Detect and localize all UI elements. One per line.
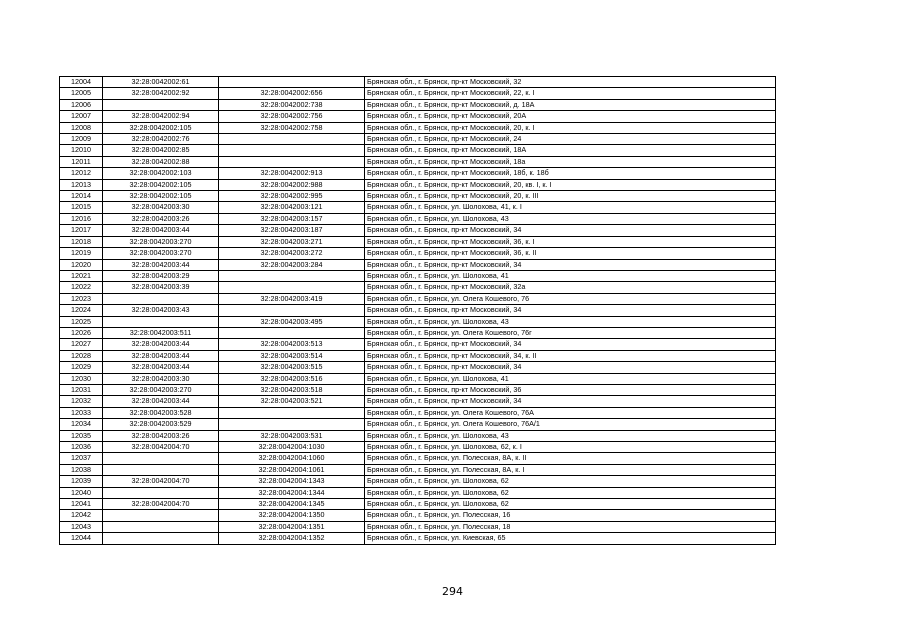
table-row bbox=[60, 111, 776, 122]
building-cadastral-number-cell: 32:28:0042003:495 bbox=[219, 316, 365, 327]
address-cell: Брянская обл., г. Брянск, пр-кт Московский, 32а bbox=[365, 282, 776, 293]
parcel-cadastral-number-cell: 32:28:0042003:44 bbox=[103, 225, 219, 236]
building-cadastral-number-cell: 32:28:0042003:284 bbox=[219, 259, 365, 270]
row-number-cell: 12013 bbox=[60, 179, 103, 190]
parcel-cadastral-number-cell: 32:28:0042004:70 bbox=[103, 476, 219, 487]
table-row bbox=[60, 339, 776, 350]
address-cell: Брянская обл., г. Брянск, пр-кт Московский, 32 bbox=[365, 77, 776, 88]
parcel-cadastral-number-cell bbox=[103, 487, 219, 498]
address-cell: Брянская обл., г. Брянск, ул. Шолохова, 41, к. I bbox=[365, 202, 776, 213]
parcel-cadastral-number-cell: 32:28:0042002:88 bbox=[103, 156, 219, 167]
row-number-cell: 12041 bbox=[60, 499, 103, 510]
address-cell: Брянская обл., г. Брянск, пр-кт Московский, д. 18А bbox=[365, 99, 776, 110]
row-number-cell: 12031 bbox=[60, 384, 103, 395]
table-row bbox=[60, 99, 776, 110]
row-number-cell: 12036 bbox=[60, 442, 103, 453]
building-cadastral-number-cell: 32:28:0042004:1061 bbox=[219, 464, 365, 475]
address-cell: Брянская обл., г. Брянск, пр-кт Московский, 22, к. I bbox=[365, 88, 776, 99]
address-cell: Брянская обл., г. Брянск, пр-кт Московский, 18б, к. 18б bbox=[365, 168, 776, 179]
parcel-cadastral-number-cell: 32:28:0042002:105 bbox=[103, 179, 219, 190]
address-cell: Брянская обл., г. Брянск, ул. Шолохова, 62 bbox=[365, 487, 776, 498]
building-cadastral-number-cell: 32:28:0042002:756 bbox=[219, 111, 365, 122]
table-row bbox=[60, 350, 776, 361]
table-row bbox=[60, 453, 776, 464]
address-cell: Брянская обл., г. Брянск, ул. Шолохова, 41 bbox=[365, 270, 776, 281]
row-number-cell: 12014 bbox=[60, 191, 103, 202]
parcel-cadastral-number-cell: 32:28:0042003:26 bbox=[103, 213, 219, 224]
building-cadastral-number-cell: 32:28:0042004:1344 bbox=[219, 487, 365, 498]
parcel-cadastral-number-cell bbox=[103, 453, 219, 464]
table-row bbox=[60, 305, 776, 316]
parcel-cadastral-number-cell: 32:28:0042002:94 bbox=[103, 111, 219, 122]
building-cadastral-number-cell: 32:28:0042003:272 bbox=[219, 248, 365, 259]
table-row bbox=[60, 373, 776, 384]
parcel-cadastral-number-cell bbox=[103, 533, 219, 544]
table-row bbox=[60, 396, 776, 407]
row-number-cell: 12007 bbox=[60, 111, 103, 122]
address-cell: Брянская обл., г. Брянск, пр-кт Московский, 34, к. II bbox=[365, 350, 776, 361]
parcel-cadastral-number-cell: 32:28:0042002:105 bbox=[103, 122, 219, 133]
building-cadastral-number-cell: 32:28:0042003:419 bbox=[219, 293, 365, 304]
table-row bbox=[60, 384, 776, 395]
table-row bbox=[60, 430, 776, 441]
row-number-cell: 12024 bbox=[60, 305, 103, 316]
row-number-cell: 12018 bbox=[60, 236, 103, 247]
parcel-cadastral-number-cell: 32:28:0042002:76 bbox=[103, 134, 219, 145]
row-number-cell: 12020 bbox=[60, 259, 103, 270]
row-number-cell: 12039 bbox=[60, 476, 103, 487]
table-row bbox=[60, 327, 776, 338]
parcel-cadastral-number-cell bbox=[103, 464, 219, 475]
building-cadastral-number-cell: 32:28:0042004:1343 bbox=[219, 476, 365, 487]
table-row bbox=[60, 225, 776, 236]
table-row bbox=[60, 362, 776, 373]
parcel-cadastral-number-cell: 32:28:0042003:270 bbox=[103, 384, 219, 395]
table-row bbox=[60, 316, 776, 327]
table-row bbox=[60, 213, 776, 224]
table-row bbox=[60, 487, 776, 498]
parcel-cadastral-number-cell: 32:28:0042002:61 bbox=[103, 77, 219, 88]
building-cadastral-number-cell: 32:28:0042003:518 bbox=[219, 384, 365, 395]
table-row bbox=[60, 419, 776, 430]
building-cadastral-number-cell bbox=[219, 156, 365, 167]
building-cadastral-number-cell: 32:28:0042003:157 bbox=[219, 213, 365, 224]
address-cell: Брянская обл., г. Брянск, пр-кт Московский, 34 bbox=[365, 225, 776, 236]
table-row bbox=[60, 88, 776, 99]
row-number-cell: 12009 bbox=[60, 134, 103, 145]
row-number-cell: 12012 bbox=[60, 168, 103, 179]
building-cadastral-number-cell: 32:28:0042002:913 bbox=[219, 168, 365, 179]
address-cell: Брянская обл., г. Брянск, ул. Олега Кошевого, 76г bbox=[365, 327, 776, 338]
table-row bbox=[60, 77, 776, 88]
row-number-cell: 12027 bbox=[60, 339, 103, 350]
row-number-cell: 12016 bbox=[60, 213, 103, 224]
row-number-cell: 12010 bbox=[60, 145, 103, 156]
building-cadastral-number-cell: 32:28:0042004:1351 bbox=[219, 521, 365, 532]
address-cell: Брянская обл., г. Брянск, пр-кт Московский, 34 bbox=[365, 305, 776, 316]
row-number-cell: 12037 bbox=[60, 453, 103, 464]
row-number-cell: 12028 bbox=[60, 350, 103, 361]
table-row bbox=[60, 248, 776, 259]
parcel-cadastral-number-cell: 32:28:0042003:44 bbox=[103, 396, 219, 407]
building-cadastral-number-cell bbox=[219, 270, 365, 281]
parcel-cadastral-number-cell: 32:28:0042003:26 bbox=[103, 430, 219, 441]
parcel-cadastral-number-cell: 32:28:0042003:43 bbox=[103, 305, 219, 316]
building-cadastral-number-cell: 32:28:0042004:1350 bbox=[219, 510, 365, 521]
address-cell: Брянская обл., г. Брянск, ул. Киевская, 65 bbox=[365, 533, 776, 544]
building-cadastral-number-cell: 32:28:0042002:995 bbox=[219, 191, 365, 202]
building-cadastral-number-cell: 32:28:0042003:531 bbox=[219, 430, 365, 441]
address-cell: Брянская обл., г. Брянск, пр-кт Московский, 34 bbox=[365, 362, 776, 373]
address-cell: Брянская обл., г. Брянск, ул. Полесская, 8А, к. I bbox=[365, 464, 776, 475]
building-cadastral-number-cell: 32:28:0042003:187 bbox=[219, 225, 365, 236]
row-number-cell: 12042 bbox=[60, 510, 103, 521]
address-cell: Брянская обл., г. Брянск, ул. Олега Кошевого, 76А bbox=[365, 407, 776, 418]
building-cadastral-number-cell: 32:28:0042003:515 bbox=[219, 362, 365, 373]
parcel-cadastral-number-cell: 32:28:0042003:529 bbox=[103, 419, 219, 430]
address-cell: Брянская обл., г. Брянск, ул. Олега Кошевого, 76А/1 bbox=[365, 419, 776, 430]
parcel-cadastral-number-cell: 32:28:0042003:44 bbox=[103, 259, 219, 270]
row-number-cell: 12029 bbox=[60, 362, 103, 373]
address-cell: Брянская обл., г. Брянск, ул. Шолохова, 62, к. I bbox=[365, 442, 776, 453]
address-cell: Брянская обл., г. Брянск, пр-кт Московский, 36, к. II bbox=[365, 248, 776, 259]
building-cadastral-number-cell: 32:28:0042002:738 bbox=[219, 99, 365, 110]
building-cadastral-number-cell bbox=[219, 327, 365, 338]
table-row bbox=[60, 510, 776, 521]
table-row bbox=[60, 134, 776, 145]
row-number-cell: 12008 bbox=[60, 122, 103, 133]
row-number-cell: 12040 bbox=[60, 487, 103, 498]
table-row bbox=[60, 270, 776, 281]
row-number-cell: 12004 bbox=[60, 77, 103, 88]
row-number-cell: 12005 bbox=[60, 88, 103, 99]
row-number-cell: 12034 bbox=[60, 419, 103, 430]
table-row bbox=[60, 464, 776, 475]
building-cadastral-number-cell bbox=[219, 282, 365, 293]
address-cell: Брянская обл., г. Брянск, ул. Шолохова, 62 bbox=[365, 476, 776, 487]
building-cadastral-number-cell: 32:28:0042004:1345 bbox=[219, 499, 365, 510]
row-number-cell: 12033 bbox=[60, 407, 103, 418]
table-row bbox=[60, 259, 776, 270]
parcel-cadastral-number-cell: 32:28:0042003:30 bbox=[103, 202, 219, 213]
parcel-cadastral-number-cell: 32:28:0042004:70 bbox=[103, 499, 219, 510]
table-row bbox=[60, 442, 776, 453]
table-row bbox=[60, 499, 776, 510]
table-row bbox=[60, 145, 776, 156]
row-number-cell: 12043 bbox=[60, 521, 103, 532]
address-cell: Брянская обл., г. Брянск, пр-кт Московский, 18а bbox=[365, 156, 776, 167]
parcel-cadastral-number-cell: 32:28:0042002:105 bbox=[103, 191, 219, 202]
table-row bbox=[60, 533, 776, 544]
table-row bbox=[60, 122, 776, 133]
parcel-cadastral-number-cell: 32:28:0042003:511 bbox=[103, 327, 219, 338]
address-cell: Брянская обл., г. Брянск, пр-кт Московский, 20, кв. I, к. I bbox=[365, 179, 776, 190]
address-cell: Брянская обл., г. Брянск, ул. Шолохова, 43 bbox=[365, 430, 776, 441]
building-cadastral-number-cell bbox=[219, 419, 365, 430]
parcel-cadastral-number-cell bbox=[103, 316, 219, 327]
building-cadastral-number-cell: 32:28:0042003:271 bbox=[219, 236, 365, 247]
parcel-cadastral-number-cell bbox=[103, 521, 219, 532]
row-number-cell: 12025 bbox=[60, 316, 103, 327]
building-cadastral-number-cell: 32:28:0042004:1060 bbox=[219, 453, 365, 464]
address-cell: Брянская обл., г. Брянск, ул. Олега Кошевого, 76 bbox=[365, 293, 776, 304]
page-number: 294 bbox=[442, 585, 463, 598]
row-number-cell: 12015 bbox=[60, 202, 103, 213]
building-cadastral-number-cell: 32:28:0042002:656 bbox=[219, 88, 365, 99]
row-number-cell: 12022 bbox=[60, 282, 103, 293]
parcel-cadastral-number-cell bbox=[103, 99, 219, 110]
parcel-cadastral-number-cell: 32:28:0042002:85 bbox=[103, 145, 219, 156]
parcel-cadastral-number-cell: 32:28:0042003:39 bbox=[103, 282, 219, 293]
address-cell: Брянская обл., г. Брянск, ул. Полесская, 18 bbox=[365, 521, 776, 532]
table-row bbox=[60, 293, 776, 304]
parcel-cadastral-number-cell: 32:28:0042003:30 bbox=[103, 373, 219, 384]
building-cadastral-number-cell bbox=[219, 77, 365, 88]
building-cadastral-number-cell: 32:28:0042004:1030 bbox=[219, 442, 365, 453]
row-number-cell: 12032 bbox=[60, 396, 103, 407]
address-cell: Брянская обл., г. Брянск, ул. Полесская, 16 bbox=[365, 510, 776, 521]
row-number-cell: 12021 bbox=[60, 270, 103, 281]
row-number-cell: 12023 bbox=[60, 293, 103, 304]
address-cell: Брянская обл., г. Брянск, пр-кт Московский, 20А bbox=[365, 111, 776, 122]
address-cell: Брянская обл., г. Брянск, пр-кт Московский, 20, к. I bbox=[365, 122, 776, 133]
row-number-cell: 12019 bbox=[60, 248, 103, 259]
address-cell: Брянская обл., г. Брянск, ул. Шолохова, 43 bbox=[365, 316, 776, 327]
parcel-cadastral-number-cell: 32:28:0042003:29 bbox=[103, 270, 219, 281]
address-cell: Брянская обл., г. Брянск, пр-кт Московский, 34 bbox=[365, 396, 776, 407]
row-number-cell: 12038 bbox=[60, 464, 103, 475]
parcel-cadastral-number-cell bbox=[103, 293, 219, 304]
building-cadastral-number-cell: 32:28:0042002:988 bbox=[219, 179, 365, 190]
table-row bbox=[60, 476, 776, 487]
row-number-cell: 12011 bbox=[60, 156, 103, 167]
parcel-cadastral-number-cell: 32:28:0042003:44 bbox=[103, 350, 219, 361]
row-number-cell: 12030 bbox=[60, 373, 103, 384]
row-number-cell: 12006 bbox=[60, 99, 103, 110]
table-row bbox=[60, 407, 776, 418]
address-cell: Брянская обл., г. Брянск, пр-кт Московский, 18А bbox=[365, 145, 776, 156]
row-number-cell: 12044 bbox=[60, 533, 103, 544]
address-cell: Брянская обл., г. Брянск, пр-кт Московский, 34 bbox=[365, 339, 776, 350]
building-cadastral-number-cell: 32:28:0042003:121 bbox=[219, 202, 365, 213]
address-cell: Брянская обл., г. Брянск, пр-кт Московский, 20, к. III bbox=[365, 191, 776, 202]
parcel-cadastral-number-cell: 32:28:0042003:270 bbox=[103, 236, 219, 247]
parcel-cadastral-number-cell: 32:28:0042002:92 bbox=[103, 88, 219, 99]
table-row bbox=[60, 156, 776, 167]
address-cell: Брянская обл., г. Брянск, ул. Полесская, 8А, к. II bbox=[365, 453, 776, 464]
building-cadastral-number-cell bbox=[219, 407, 365, 418]
address-cell: Брянская обл., г. Брянск, ул. Шолохова, 41 bbox=[365, 373, 776, 384]
table-row bbox=[60, 202, 776, 213]
row-number-cell: 12035 bbox=[60, 430, 103, 441]
parcel-cadastral-number-cell bbox=[103, 510, 219, 521]
address-cell: Брянская обл., г. Брянск, ул. Шолохова, 62 bbox=[365, 499, 776, 510]
parcel-cadastral-number-cell: 32:28:0042004:70 bbox=[103, 442, 219, 453]
register-table bbox=[59, 76, 776, 545]
table-row bbox=[60, 282, 776, 293]
table-row bbox=[60, 179, 776, 190]
table-row bbox=[60, 168, 776, 179]
parcel-cadastral-number-cell: 32:28:0042003:44 bbox=[103, 362, 219, 373]
address-cell: Брянская обл., г. Брянск, пр-кт Московский, 24 bbox=[365, 134, 776, 145]
parcel-cadastral-number-cell: 32:28:0042003:270 bbox=[103, 248, 219, 259]
parcel-cadastral-number-cell: 32:28:0042003:44 bbox=[103, 339, 219, 350]
building-cadastral-number-cell: 32:28:0042002:758 bbox=[219, 122, 365, 133]
building-cadastral-number-cell: 32:28:0042003:513 bbox=[219, 339, 365, 350]
building-cadastral-number-cell bbox=[219, 145, 365, 156]
table-row bbox=[60, 191, 776, 202]
address-cell: Брянская обл., г. Брянск, пр-кт Московский, 34 bbox=[365, 259, 776, 270]
register-body bbox=[60, 77, 776, 545]
building-cadastral-number-cell: 32:28:0042004:1352 bbox=[219, 533, 365, 544]
parcel-cadastral-number-cell: 32:28:0042003:528 bbox=[103, 407, 219, 418]
building-cadastral-number-cell: 32:28:0042003:514 bbox=[219, 350, 365, 361]
building-cadastral-number-cell bbox=[219, 305, 365, 316]
building-cadastral-number-cell bbox=[219, 134, 365, 145]
table-row bbox=[60, 236, 776, 247]
building-cadastral-number-cell: 32:28:0042003:516 bbox=[219, 373, 365, 384]
row-number-cell: 12017 bbox=[60, 225, 103, 236]
row-number-cell: 12026 bbox=[60, 327, 103, 338]
address-cell: Брянская обл., г. Брянск, пр-кт Московский, 36 bbox=[365, 384, 776, 395]
parcel-cadastral-number-cell: 32:28:0042002:103 bbox=[103, 168, 219, 179]
address-cell: Брянская обл., г. Брянск, пр-кт Московский, 36, к. I bbox=[365, 236, 776, 247]
table-row bbox=[60, 521, 776, 532]
address-cell: Брянская обл., г. Брянск, ул. Шолохова, 43 bbox=[365, 213, 776, 224]
building-cadastral-number-cell: 32:28:0042003:521 bbox=[219, 396, 365, 407]
